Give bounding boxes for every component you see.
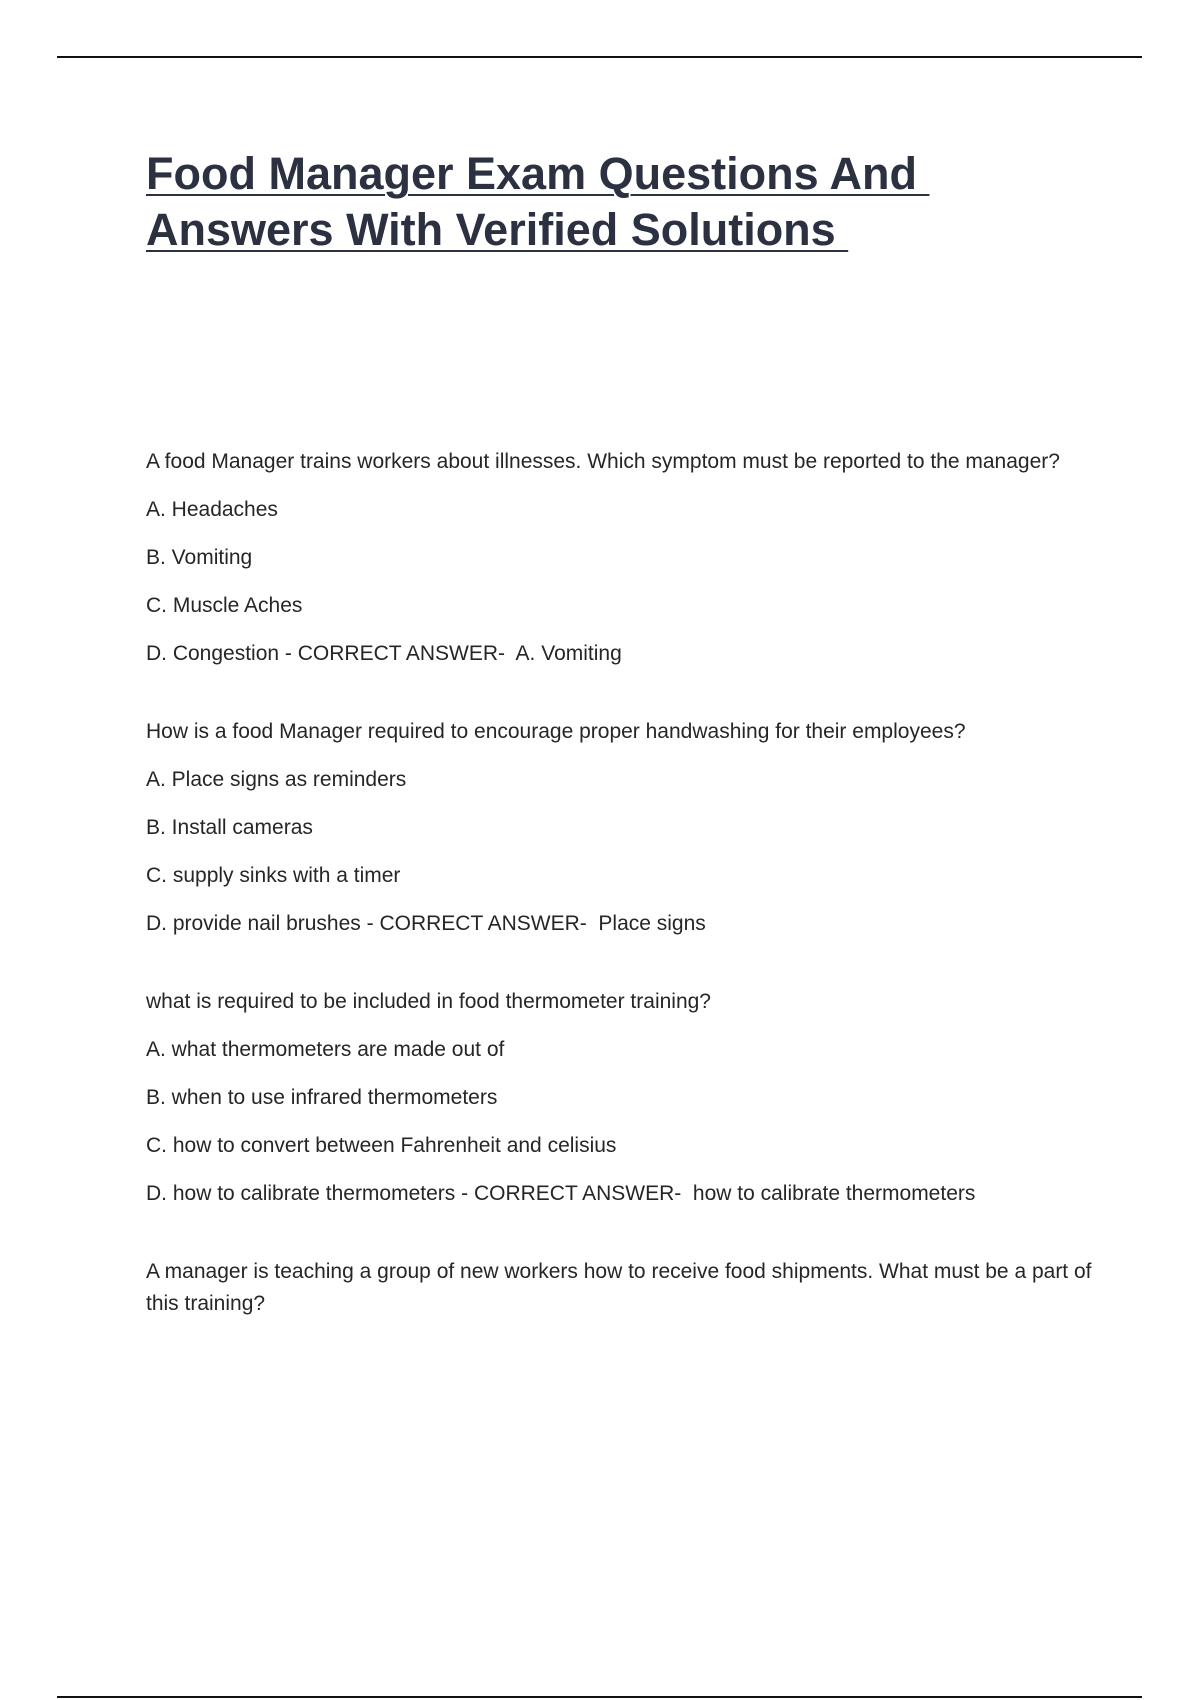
question-text: what is required to be included in food thermometer training?	[146, 990, 711, 1013]
question-text: A food Manager trains workers about illnesses. Which symptom must be reported to the manager?	[146, 450, 1060, 473]
document-body	[146, 446, 1096, 1366]
answer-option-c: C. Muscle Aches	[146, 594, 303, 617]
answer-option-d: D. Congestion - CORRECT ANSWER- A. Vomiting	[146, 642, 622, 665]
answer-option-c: C. how to convert between Fahrenheit and celisius	[146, 1134, 617, 1157]
answer-option-b: B. Install cameras	[146, 816, 313, 839]
header-rule	[57, 56, 1142, 58]
answer-option-a: A. Place signs as reminders	[146, 768, 407, 791]
footer-rule	[57, 1696, 1142, 1698]
answer-option-d: D. how to calibrate thermometers - CORRECT ANSWER- how to calibrate thermometers	[146, 1182, 976, 1205]
document-title	[146, 146, 1046, 258]
answer-option-d: D. provide nail brushes - CORRECT ANSWER- Place signs	[146, 912, 706, 935]
answer-option-c: C. supply sinks with a timer	[146, 864, 401, 887]
answer-option-a: A. what thermometers are made out of	[146, 1038, 505, 1061]
answer-option-b: B. Vomiting	[146, 546, 253, 569]
answer-option-a: A. Headaches	[146, 498, 278, 521]
question-text: A manager is teaching a group of new workers how to receive food shipments. What must be a part of this training?	[146, 1260, 1092, 1315]
question-block-3	[146, 986, 1096, 1210]
question-text: How is a food Manager required to encourage proper handwashing for their employees?	[146, 720, 966, 743]
title-line-2: Answers With Verified Solutions	[146, 204, 849, 255]
question-block-1	[146, 446, 1096, 670]
question-block-2	[146, 716, 1096, 940]
answer-option-b: B. when to use infrared thermometers	[146, 1086, 498, 1109]
question-block-4	[146, 1256, 1096, 1320]
title-line-1: Food Manager Exam Questions And	[146, 148, 930, 199]
